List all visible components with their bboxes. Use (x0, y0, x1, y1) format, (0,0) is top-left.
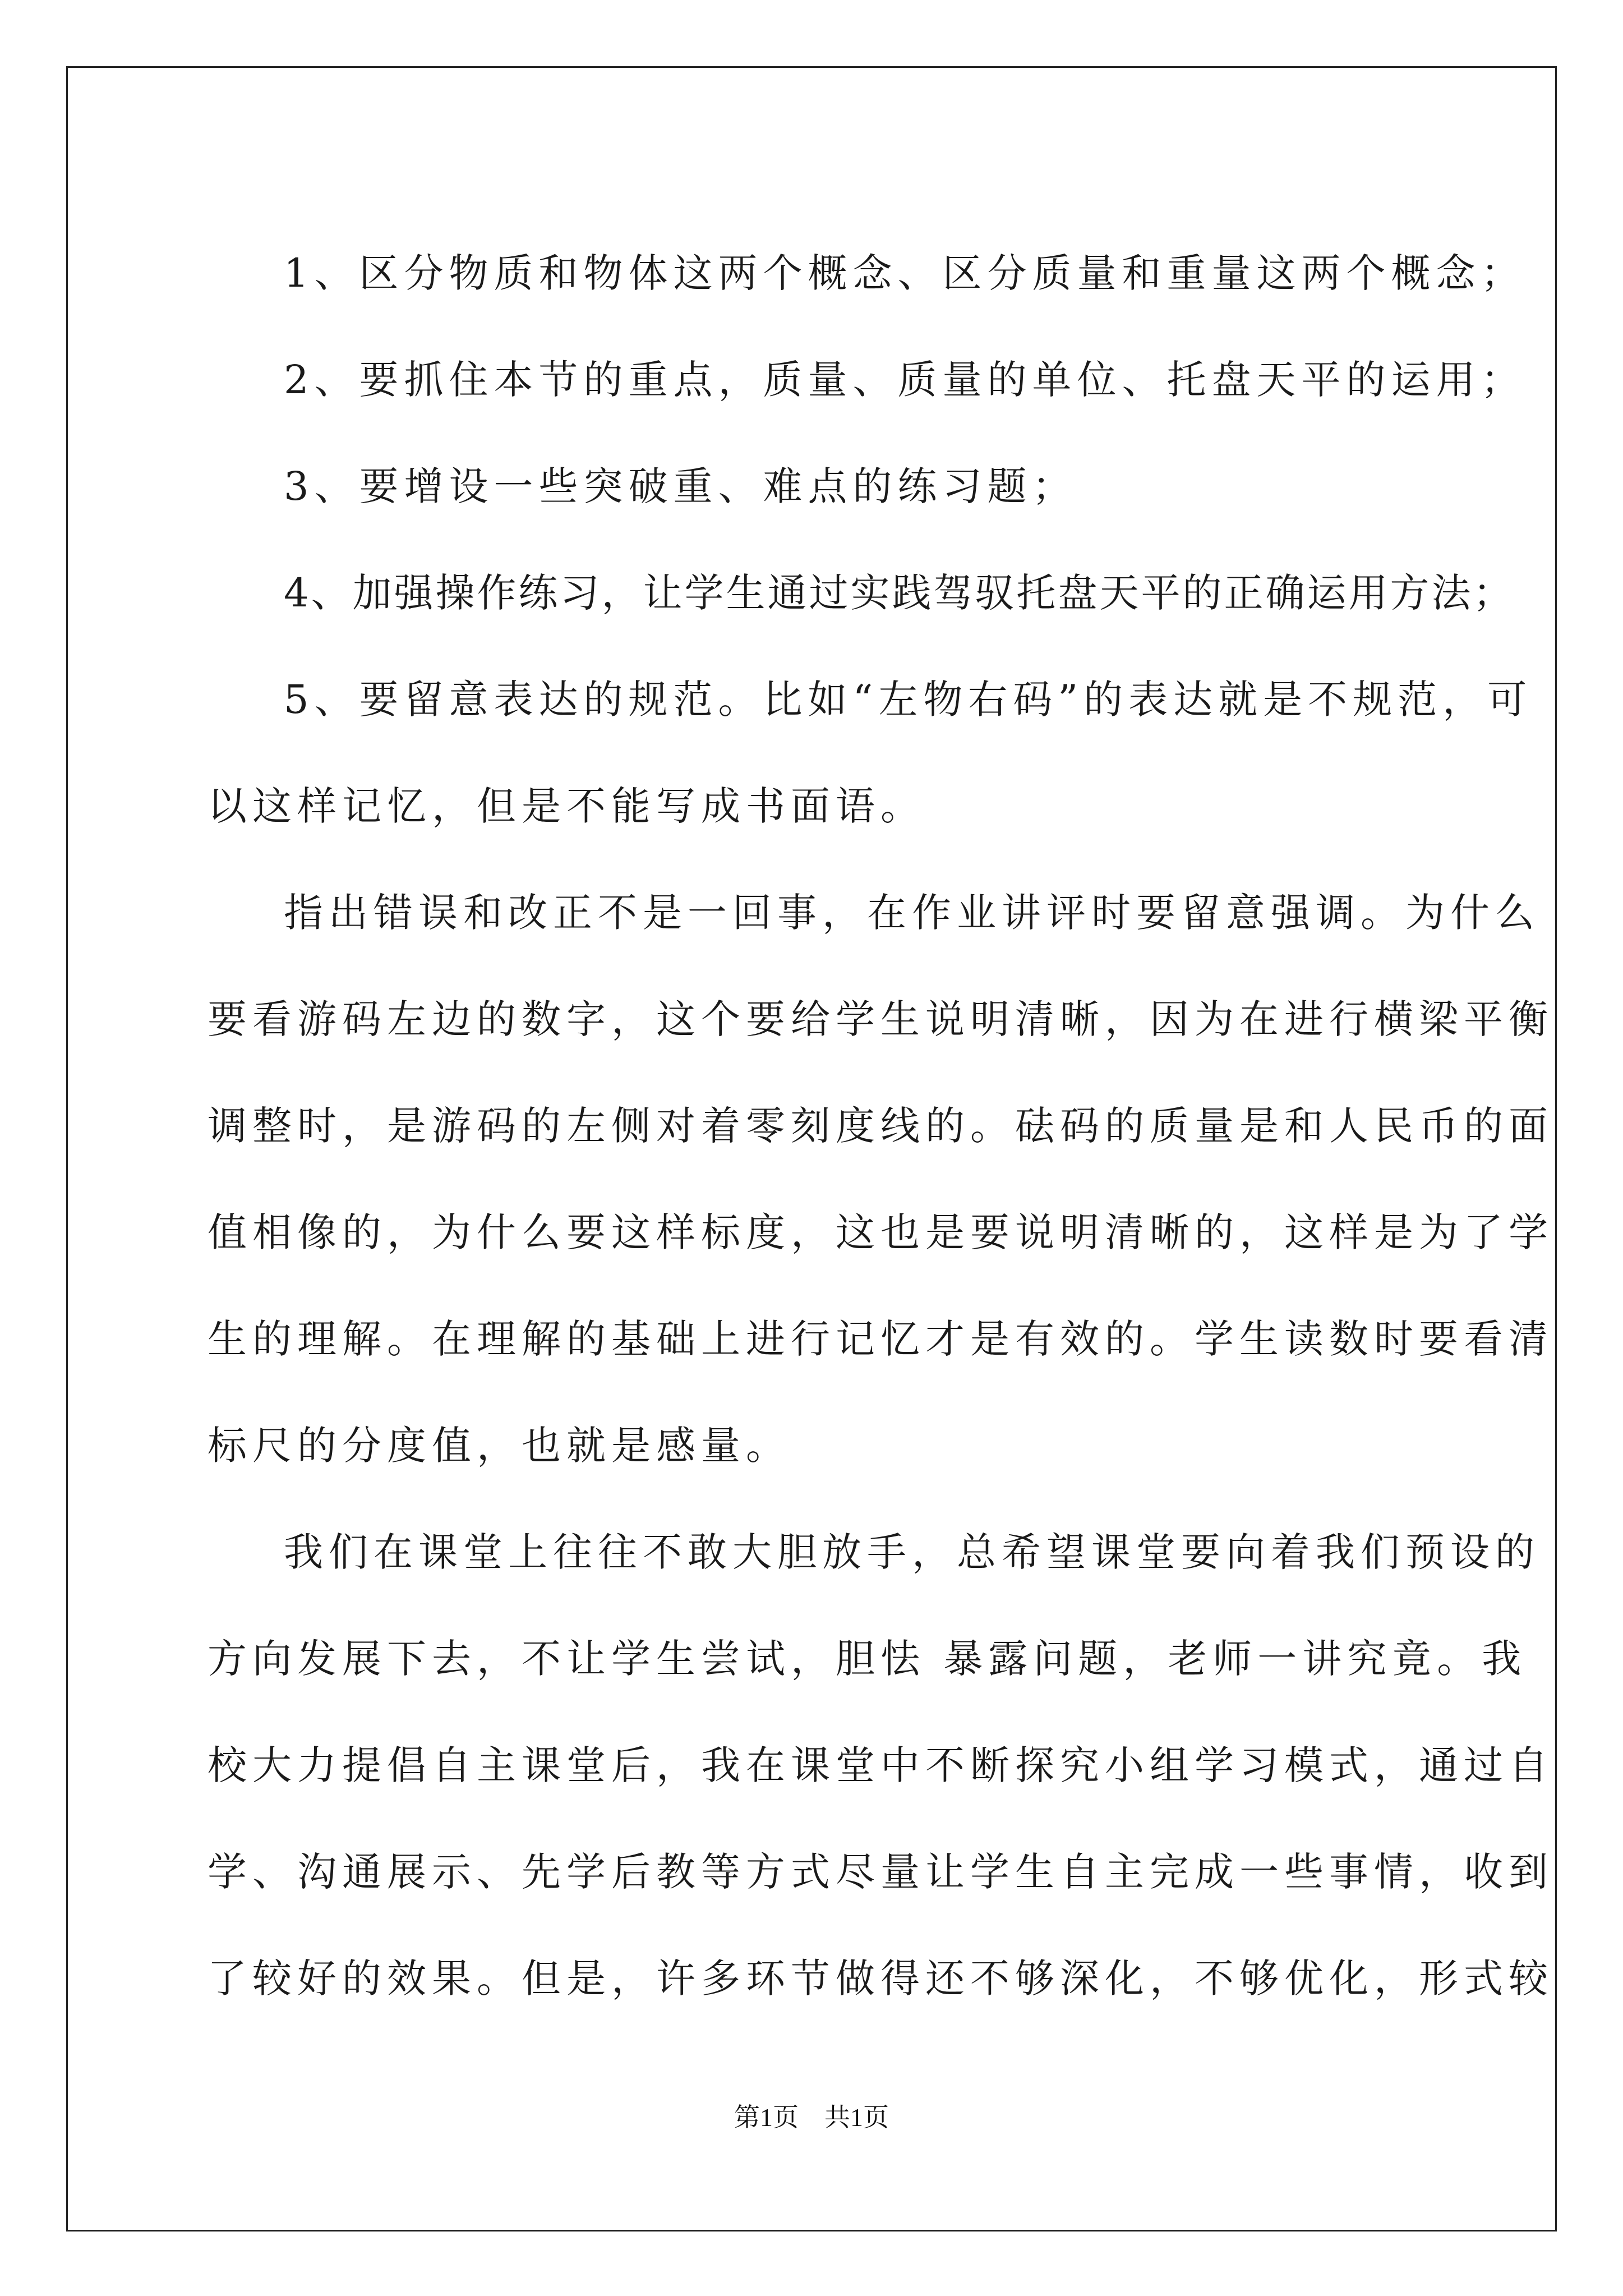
text-line: 调整时，是游码的左侧对着零刻度线的。砝码的质量是和人民币的面 (208, 1103, 1553, 1149)
text-line: 5、要留意表达的规范。比如“左物右码”的表达就是不规范，可 (284, 677, 1533, 723)
text-line: 2、要抓住本节的重点，质量、质量的单位、托盘天平的运用； (284, 357, 1526, 403)
text-line: 4、加强操作练习，让学生通过实践驾驭托盘天平的正确运用方法； (284, 570, 1515, 616)
document-body (208, 220, 1553, 2032)
text-line: 生的理解。在理解的基础上进行记忆才是有效的。学生读数时要看清 (208, 1316, 1553, 1362)
text-line: 3、要增设一些突破重、难点的练习题； (284, 463, 1077, 509)
page-number: 第1页 共1页 (734, 2103, 889, 2132)
text-line: 了较好的效果。但是，许多环节做得还不够深化，不够优化，形式较 (208, 1955, 1553, 2001)
text-line: 值相像的，为什么要这样标度，这也是要说明清晰的，这样是为了学 (208, 1209, 1553, 1255)
text-line: 1、区分物质和物体这两个概念、区分质量和重量这两个概念； (284, 250, 1526, 296)
text-line: 方向发展下去，不让学生尝试，胆怯 暴露问题，老师一讲究竟。我 (208, 1636, 1527, 1682)
text-line: 标尺的分度值，也就是感量。 (208, 1423, 791, 1469)
text-line: 我们在课堂上往往不敢大胆放手，总希望课堂要向着我们预设的 (284, 1529, 1540, 1575)
text-line: 要看游码左边的数字，这个要给学生说明清晰，因为在进行横梁平衡 (208, 996, 1553, 1042)
text-line: 学、沟通展示、先学后教等方式尽量让学生自主完成一些事情，收到 (208, 1849, 1553, 1895)
text-line: 校大力提倡自主课堂后，我在课堂中不断探究小组学习模式，通过自 (208, 1742, 1553, 1788)
text-line: 指出错误和改正不是一回事，在作业讲评时要留意强调。为什么 (284, 890, 1540, 936)
text-line: 以这样记忆，但是不能写成书面语。 (208, 783, 925, 829)
